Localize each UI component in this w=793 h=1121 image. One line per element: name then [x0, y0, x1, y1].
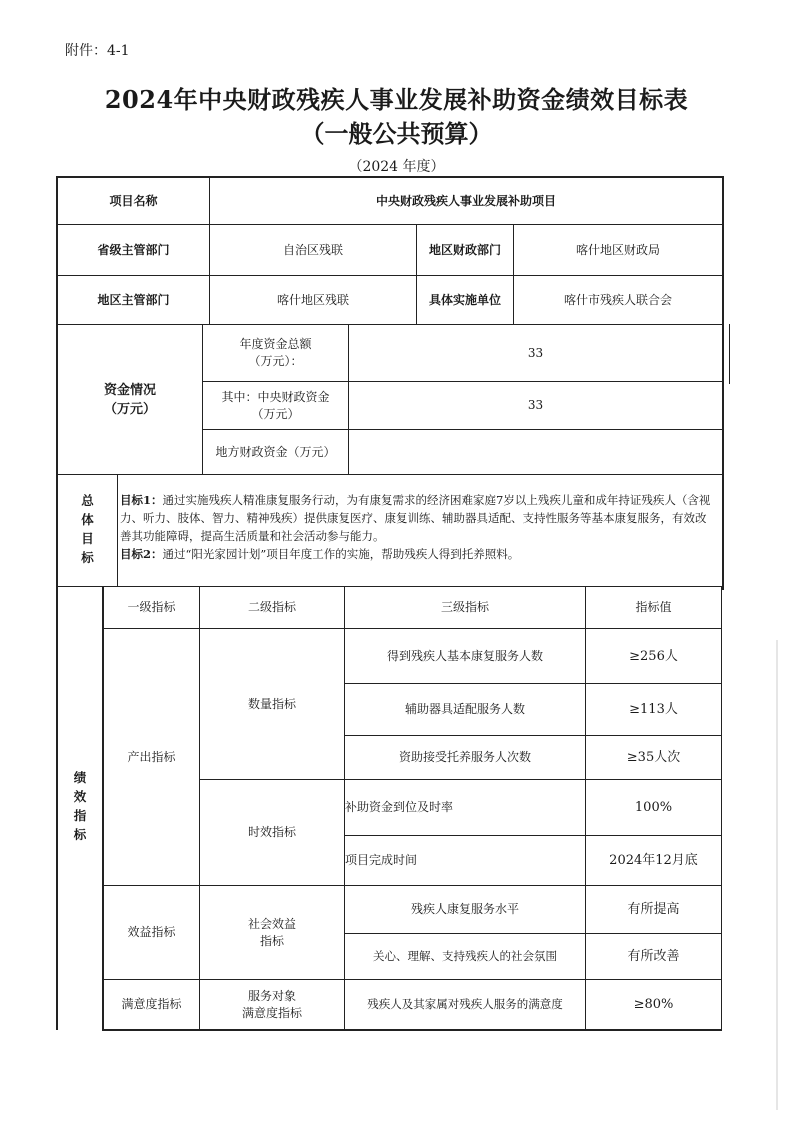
indicator-value: 有所提高	[627, 902, 680, 917]
indicator-value: ≥80%	[633, 997, 674, 1012]
output-indicator: 产出指标	[127, 749, 176, 764]
satisfaction-indicator: 满意度指标	[121, 997, 182, 1011]
impl-unit-label: 具体实施单位	[428, 292, 501, 307]
impl-unit-value: 喀什市残疾人联合会	[563, 292, 672, 307]
goal1-text: 通过实施残疾人精准康复服务行动，为有康复需求的经济困难家庭7岁以上残疾儿童和成年持证残疾人（含视力、听力、肢体、智力、精神残疾）提供康复医疗、康复训练、辅助器具适配、支持性服务等基本康复服务，有效改善其功能障碍，提高生活质量和社会活动参与能力。	[120, 493, 711, 543]
header-level2: 二级指标	[247, 600, 296, 614]
overall-goals-label: 总 体 目 标	[81, 493, 94, 565]
indicator-value: 2024年12月底	[609, 853, 698, 868]
goal2-text: 通过“阳光家园计划”项目年度工作的实施，帮助残疾人得到托养照料。	[162, 547, 520, 561]
document-subtitle: （一般公共预算）	[300, 119, 493, 148]
goal2-label: 目标2：	[120, 547, 163, 561]
indicator-value: ≥113人	[629, 702, 678, 717]
indicator-row: 残疾人康复服务水平	[410, 902, 519, 916]
indicator-row: 关心、理解、支持残疾人的社会氛围	[373, 949, 557, 963]
time-indicator: 时效指标	[247, 825, 296, 839]
benefit-indicator: 效益指标	[127, 925, 176, 939]
document-title: 2024年中央财政残疾人事业发展补助资金绩效目标表	[104, 85, 689, 114]
indicator-row: 补助资金到位及时率	[345, 800, 454, 814]
funds-central-value: 33	[527, 398, 544, 412]
header-level1: 一级指标	[127, 600, 176, 614]
region-dept-label: 地区主管部门	[97, 292, 170, 307]
funds-total-value: 33	[527, 345, 544, 360]
goal1-label: 目标1：	[120, 493, 163, 507]
prov-dept-label: 省级主管部门	[97, 242, 170, 257]
funds-local-label: 地方财政资金（万元）	[215, 444, 336, 459]
funds-total-label: 年度资金总额 （万元）：	[239, 337, 312, 368]
funds-central-label: 其中：中央财政资金 （万元）	[221, 389, 330, 421]
project-name-value: 中央财政残疾人事业发展补助项目	[375, 193, 556, 208]
region-finance-label: 地区财政部门	[428, 242, 501, 257]
indicator-row: 资助接受托养服务人次数	[398, 750, 531, 764]
funds-local-value	[349, 430, 722, 474]
region-dept-value: 喀什地区残联	[276, 292, 349, 307]
social-benefit-indicator: 社会效益 指标	[247, 916, 296, 948]
scan-edge-mark	[776, 640, 778, 1110]
prov-dept-value: 自治区残联	[282, 242, 343, 257]
indicator-row: 辅助器具适配服务人数	[404, 702, 525, 716]
quantity-indicator: 数量指标	[247, 696, 296, 711]
attachment-label: 附件：4-1	[65, 43, 130, 59]
indicator-value: ≥35人次	[626, 750, 681, 765]
header-level3: 三级指标	[440, 600, 489, 614]
region-finance-value: 喀什地区财政局	[575, 242, 660, 257]
performance-label: 绩 效 指 标	[73, 770, 87, 842]
header-value: 指标值	[635, 600, 672, 614]
indicator-value: 有所改善	[627, 949, 680, 964]
indicator-row: 得到残疾人基本康复服务人数	[386, 648, 543, 663]
project-name-label: 项目名称	[109, 193, 158, 208]
document-year: （2024 年度）	[348, 159, 445, 175]
indicator-value: 100%	[634, 800, 673, 815]
overall-goals-text	[120, 491, 715, 563]
funds-label: 资金情况 （万元）	[103, 382, 156, 417]
indicator-value: ≥256人	[629, 648, 678, 664]
indicator-row: 项目完成时间	[345, 853, 418, 867]
indicator-row: 残疾人及其家属对残疾人服务的满意度	[367, 997, 563, 1011]
service-satisfaction-indicator: 服务对象 满意度指标	[241, 988, 302, 1020]
